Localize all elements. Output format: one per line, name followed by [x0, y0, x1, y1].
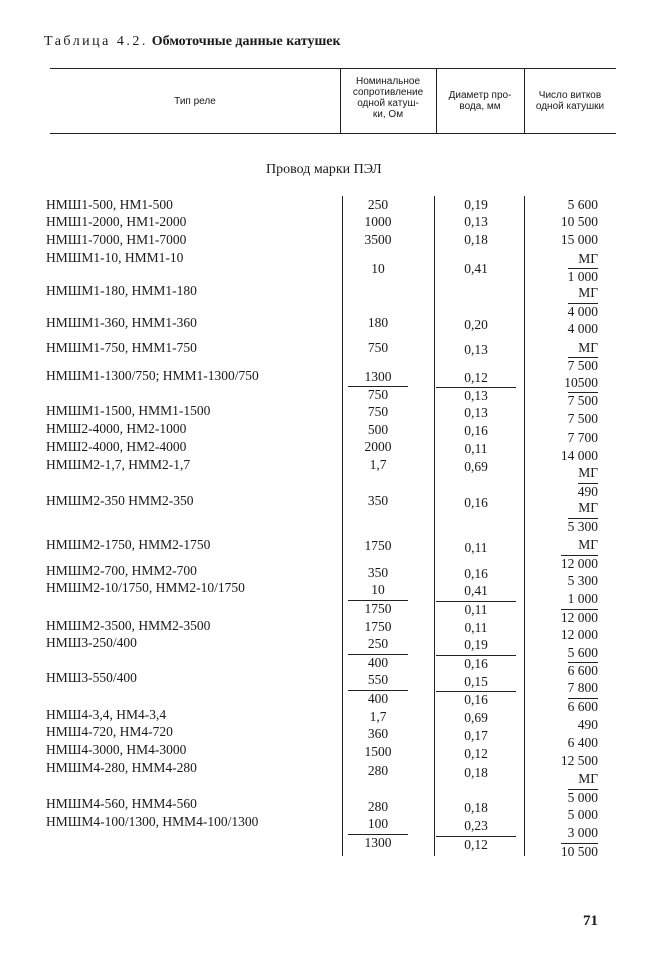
relay-type: НМШМ4-280, НММ4-280 — [46, 760, 197, 775]
header-resistance-line: одной катуш- — [357, 98, 419, 109]
relay-type: НМШМ2-10/1750, НММ2-10/1750 — [46, 580, 245, 595]
caption-title: Обмоточные данные катушек — [151, 34, 341, 49]
turns-value: 14 000 — [560, 448, 598, 463]
resistance-value: 500 — [367, 422, 389, 437]
turns-value: 5 000 — [567, 807, 598, 822]
resistance-value: 3500 — [364, 232, 392, 247]
turns-value: МГ — [578, 537, 598, 552]
turns-value: 7 500 — [567, 393, 598, 408]
diameter-value: 0,17 — [464, 728, 488, 743]
resistance-value: 1500 — [364, 744, 392, 759]
diameter-value: 0,69 — [464, 459, 488, 474]
diameter-value: 0,13 — [436, 387, 516, 404]
header-diameter-line: Диаметр про- — [448, 90, 512, 101]
relay-type: НМШ4-3000, НМ4-3000 — [46, 742, 187, 757]
header-diameter — [436, 90, 524, 112]
body-separator-1 — [342, 196, 343, 856]
turns-value: МГ — [578, 285, 598, 300]
relay-type: НМШ1-7000, НМ1-7000 — [46, 232, 187, 247]
header-resistance-line: сопротивление — [352, 87, 424, 98]
turns-value: 1 000 — [567, 269, 598, 284]
header-turns — [524, 90, 616, 112]
resistance-value: 750 — [348, 386, 408, 403]
diameter-value: 0,18 — [464, 800, 488, 815]
diameter-value: 0,13 — [464, 342, 488, 357]
resistance-value: 10 — [371, 261, 385, 276]
resistance-value: 1750 — [348, 600, 408, 617]
relay-type: НМШМ1-360, НММ1-360 — [46, 315, 197, 330]
turns-value: МГ — [578, 465, 598, 480]
diameter-value: 0,19 — [464, 197, 488, 212]
turns-value: 6 600 — [567, 699, 598, 714]
resistance-value: 250 — [367, 636, 389, 651]
turns-value: 10500 — [564, 375, 598, 390]
turns-value: 12 000 — [560, 627, 598, 642]
diameter-value: 0,23 — [464, 818, 488, 833]
turns-value: 1 000 — [567, 591, 598, 606]
diameter-value: 0,12 — [464, 746, 488, 761]
page-number: 71 — [583, 913, 598, 929]
resistance-value: 550 — [367, 672, 389, 687]
diameter-value: 0,41 — [464, 261, 488, 276]
diameter-value: 0,11 — [436, 601, 516, 618]
header-diameter-line: вода, мм — [459, 101, 501, 112]
header-turns-line: Число витков — [538, 90, 602, 101]
turns-value: МГ — [578, 771, 598, 786]
resistance-value: 750 — [367, 404, 389, 419]
diameter-value: 0,12 — [436, 836, 516, 853]
relay-type: НМШ3-550/400 — [46, 670, 137, 685]
resistance-value: 360 — [367, 726, 389, 741]
header-resistance-line: ки, Ом — [372, 109, 404, 120]
diameter-value: 0,16 — [436, 691, 516, 708]
turns-value: 12 000 — [560, 556, 598, 571]
resistance-value: 280 — [367, 799, 389, 814]
turns-value: 6 400 — [567, 735, 598, 750]
relay-type: НМШМ2-3500, НММ2-3500 — [46, 618, 211, 633]
header-resistance — [340, 76, 436, 120]
resistance-value: 400 — [348, 654, 408, 671]
turns-value: 12 000 — [560, 610, 598, 625]
resistance-value: 350 — [367, 565, 389, 580]
turns-value: 4 000 — [567, 321, 598, 336]
resistance-value: 350 — [367, 493, 389, 508]
resistance-value: 1000 — [364, 214, 392, 229]
turns-value: МГ — [578, 340, 598, 355]
resistance-value: 1300 — [364, 369, 392, 384]
diameter-value: 0,16 — [464, 423, 488, 438]
diameter-value: 0,69 — [464, 710, 488, 725]
resistance-value: 180 — [367, 315, 389, 330]
header-turns-line: одной катушки — [535, 101, 605, 112]
resistance-value: 10 — [371, 582, 385, 597]
diameter-value: 0,16 — [436, 655, 516, 672]
diameter-value: 0,13 — [464, 405, 488, 420]
relay-type: НМШ1-2000, НМ1-2000 — [46, 214, 187, 229]
resistance-value: 100 — [367, 816, 389, 831]
body-separator-2 — [434, 196, 435, 856]
relay-type: НМШМ2-350 НММ2-350 — [46, 493, 194, 508]
relay-type: НМШМ1-180, НММ1-180 — [46, 283, 197, 298]
turns-value: 5 300 — [567, 519, 598, 534]
diameter-value: 0,11 — [464, 540, 488, 555]
header-type: Тип реле — [174, 96, 216, 107]
resistance-value: 750 — [367, 340, 389, 355]
turns-value: 5 000 — [567, 790, 598, 805]
turns-value: 10 500 — [560, 214, 598, 229]
turns-value: 15 000 — [560, 232, 598, 247]
relay-type: НМШМ1-1500, НММ1-1500 — [46, 403, 211, 418]
relay-type: НМШ1-500, НМ1-500 — [46, 197, 173, 212]
header-resistance-line: Номинальное — [355, 76, 421, 87]
relay-type: НМШМ4-100/1300, НММ4-100/1300 — [46, 814, 259, 829]
diameter-value: 0,16 — [464, 566, 488, 581]
relay-type: НМШ4-3,4, НМ4-3,4 — [46, 707, 167, 722]
resistance-value: 400 — [348, 690, 408, 707]
resistance-value: 2000 — [364, 439, 392, 454]
resistance-value: 1300 — [348, 834, 408, 851]
caption-lead: Таблица 4.2. — [44, 34, 148, 49]
relay-type: НМШМ1-1300/750; НММ1-1300/750 — [46, 368, 259, 383]
turns-value: 7 500 — [567, 411, 598, 426]
table-top-rule — [50, 68, 616, 69]
relay-type: НМШ2-4000, НМ2-1000 — [46, 421, 187, 436]
diameter-value: 0,18 — [464, 232, 488, 247]
turns-value: 6 600 — [567, 663, 598, 678]
turns-value: 12 500 — [560, 753, 598, 768]
relay-type: НМШМ2-1750, НММ2-1750 — [46, 537, 211, 552]
turns-value: 490 — [577, 717, 598, 732]
relay-type: НМШМ2-1,7, НММ2-1,7 — [46, 457, 191, 472]
relay-type: НМШМ1-10, НММ1-10 — [46, 250, 184, 265]
turns-value: 7 500 — [567, 358, 598, 373]
resistance-value: 250 — [367, 197, 389, 212]
turns-value: 7 800 — [567, 680, 598, 695]
diameter-value: 0,18 — [464, 765, 488, 780]
relay-type: НМШ2-4000, НМ2-4000 — [46, 439, 187, 454]
turns-value: 5 600 — [567, 645, 598, 660]
turns-value: 10 500 — [560, 844, 598, 859]
diameter-value: 0,15 — [464, 674, 488, 689]
diameter-value: 0,11 — [464, 620, 488, 635]
turns-value: 490 — [577, 484, 598, 499]
resistance-value: 1,7 — [369, 709, 387, 724]
turns-value: 4 000 — [567, 304, 598, 319]
turns-value: 3 000 — [567, 825, 598, 840]
relay-type: НМШ4-720, НМ4-720 — [46, 724, 173, 739]
diameter-value: 0,20 — [464, 317, 488, 332]
turns-value: 5 300 — [567, 573, 598, 588]
diameter-value: 0,16 — [464, 495, 488, 510]
diameter-value: 0,13 — [464, 214, 488, 229]
diameter-value: 0,12 — [464, 370, 488, 385]
resistance-value: 1750 — [364, 538, 392, 553]
turns-value: МГ — [578, 500, 598, 515]
section-heading: Провод марки ПЭЛ — [266, 162, 382, 177]
resistance-value: 1750 — [364, 619, 392, 634]
diameter-value: 0,19 — [464, 637, 488, 652]
body-separator-3 — [524, 196, 525, 856]
relay-type: НМШМ4-560, НММ4-560 — [46, 796, 197, 811]
relay-type: НМШМ2-700, НММ2-700 — [46, 563, 197, 578]
diameter-value: 0,41 — [464, 583, 488, 598]
diameter-value: 0,11 — [464, 441, 488, 456]
resistance-value: 280 — [367, 763, 389, 778]
relay-type: НМШ3-250/400 — [46, 635, 137, 650]
table-caption — [44, 34, 341, 50]
turns-value: 5 600 — [567, 197, 598, 212]
turns-value: МГ — [578, 251, 598, 266]
header-bottom-rule — [50, 133, 616, 134]
resistance-value: 1,7 — [369, 457, 387, 472]
turns-value: 7 700 — [567, 430, 598, 445]
relay-type: НМШМ1-750, НММ1-750 — [46, 340, 197, 355]
